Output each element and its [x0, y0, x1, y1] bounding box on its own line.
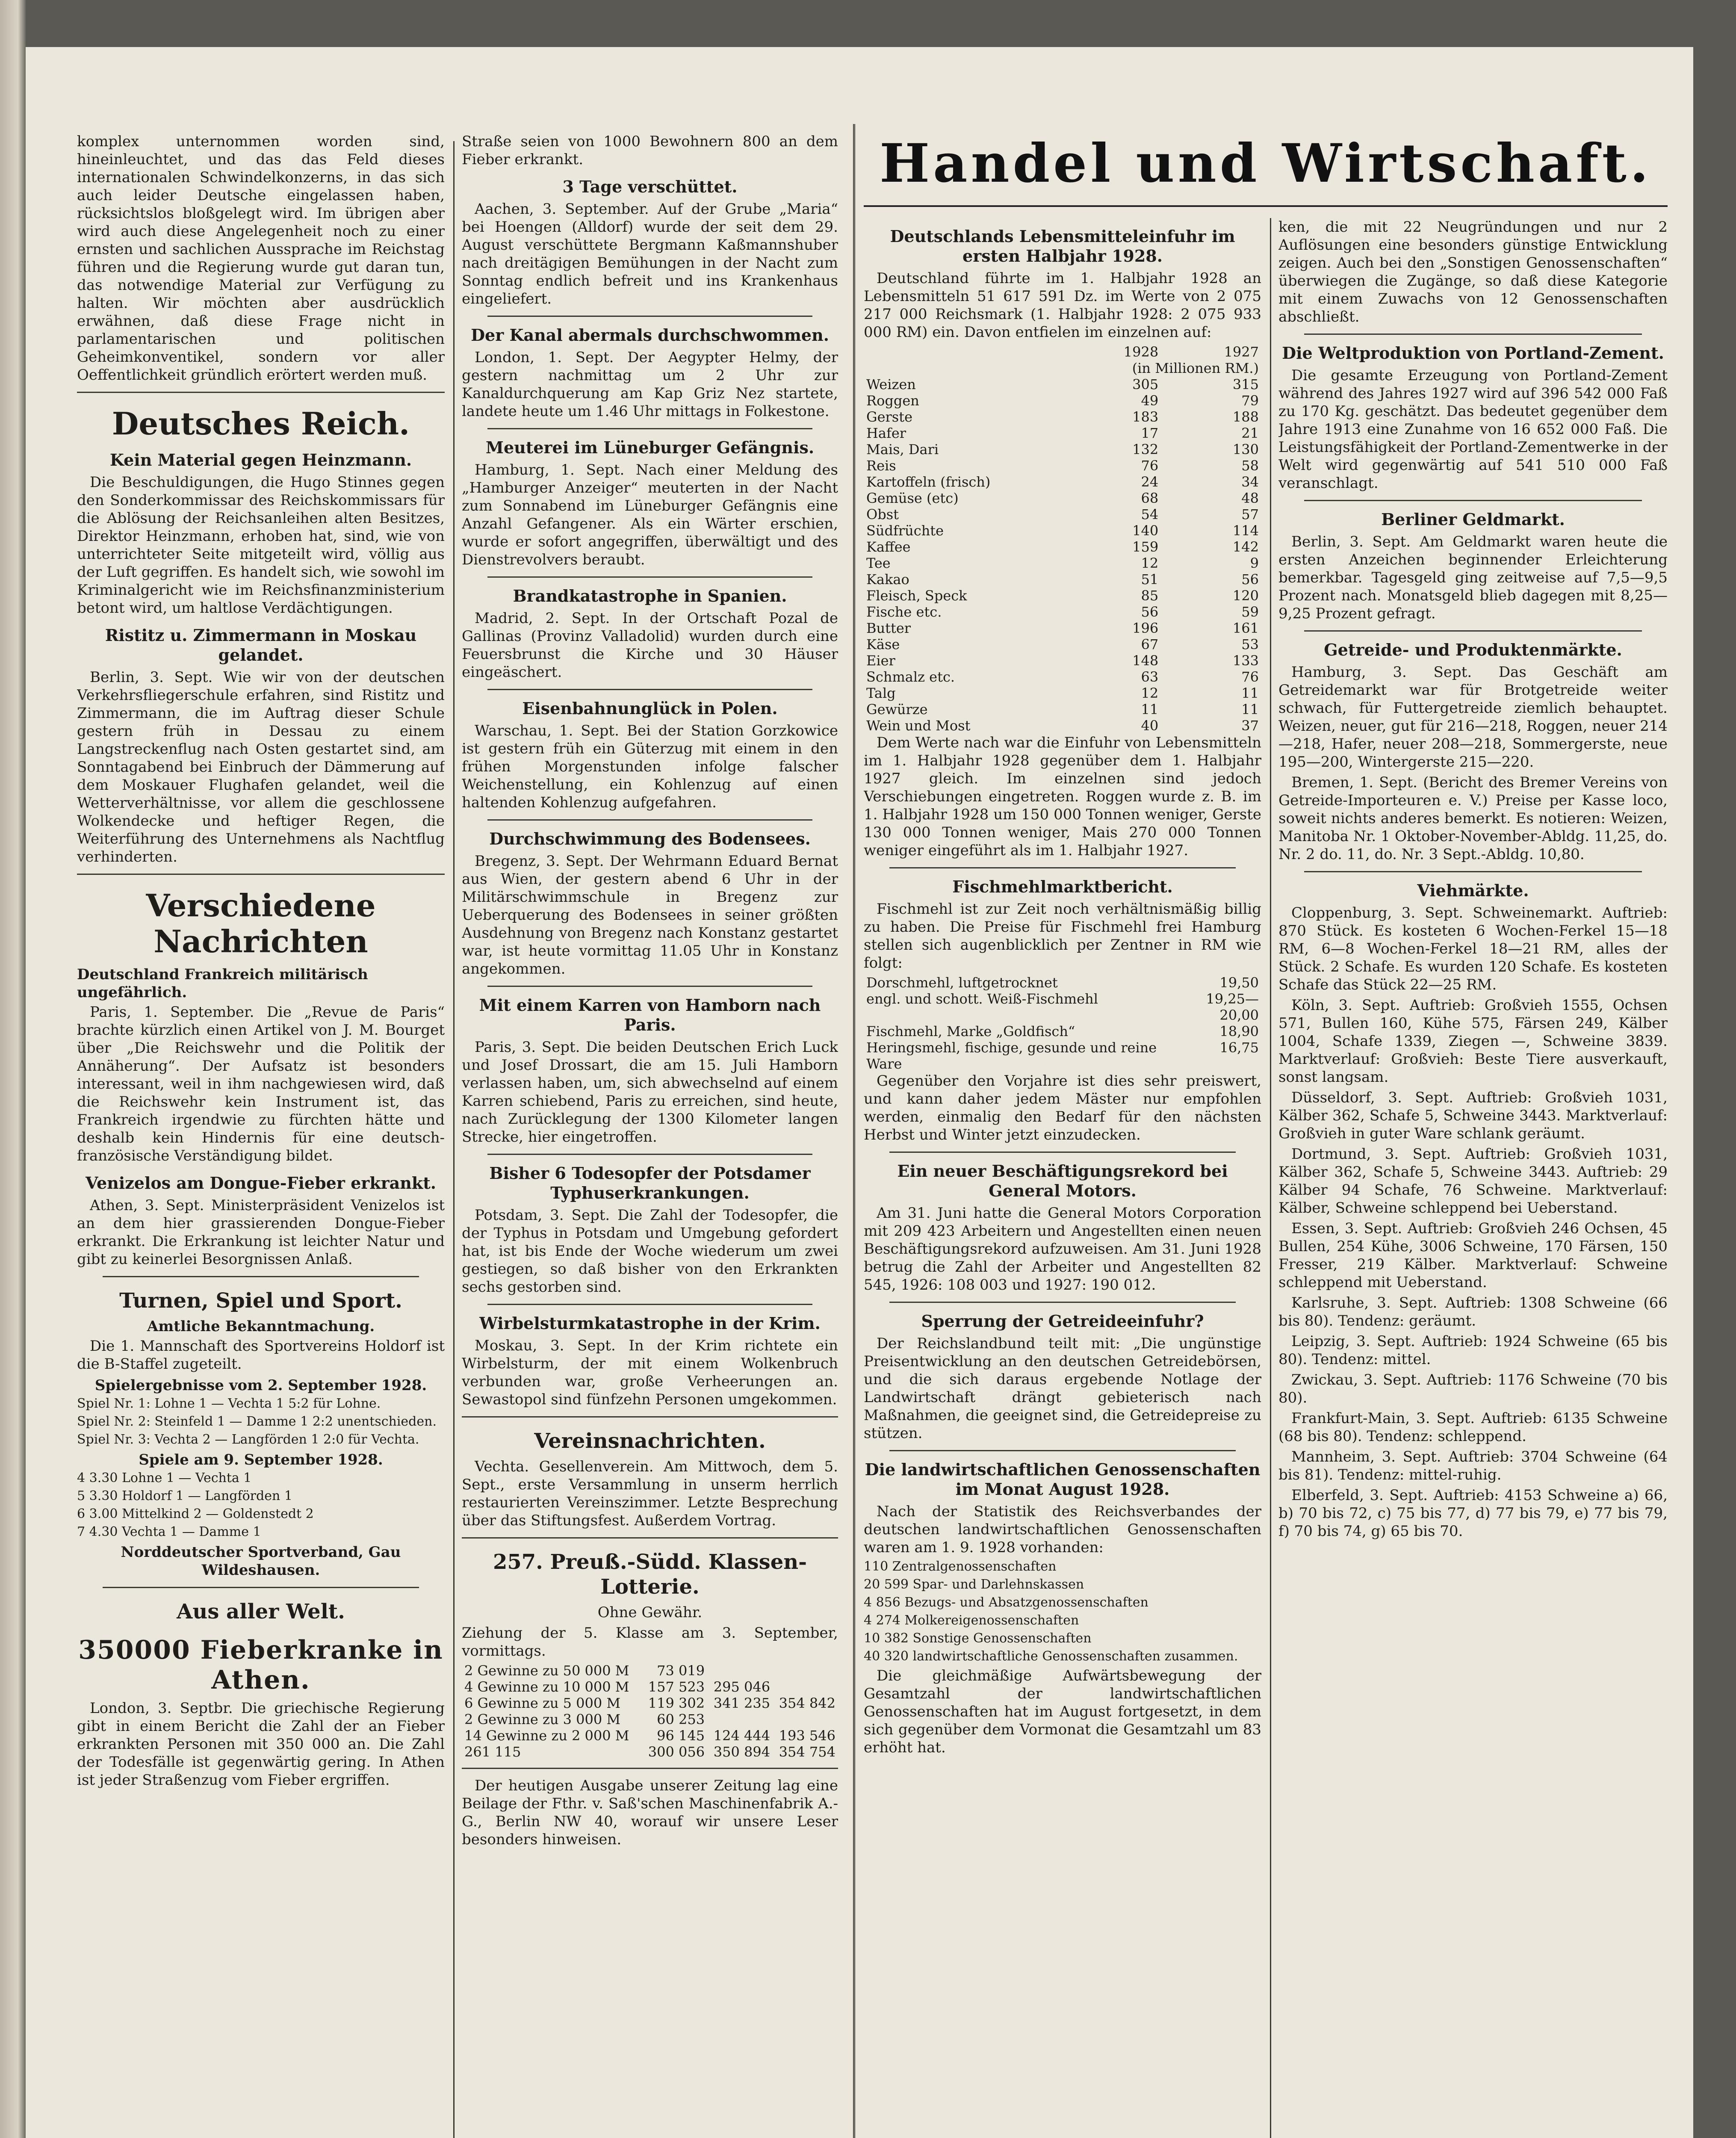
- divider: [1304, 500, 1642, 501]
- table-cell: Dorschmehl, luftgetrocknet: [866, 975, 1058, 991]
- table-cell: 315: [1232, 376, 1259, 393]
- section-title-sport: Turnen, Spiel und Sport.: [119, 1289, 402, 1313]
- divider: [462, 1537, 838, 1539]
- divider: [103, 1587, 419, 1588]
- list-item: 4 856 Bezugs- und Absatzgenossenschaften: [864, 1595, 1148, 1610]
- headline: Eisenbahnunglück in Polen.: [522, 699, 778, 718]
- table-cell: 63: [1141, 669, 1159, 685]
- table-header: 1927: [1224, 344, 1259, 360]
- article-body: Die gleichmäßige Aufwärtsbewegung der Gesamtzahl der landwirtschaftlichen Genossenschaften hat im August fortgesetzt, in dem sich gegenüber dem Vormonat die Gesamtzahl um 83 erhöht hat.: [864, 1667, 1261, 1756]
- headline: Die Weltproduktion von Portland-Zement.: [1282, 343, 1664, 363]
- headline: Meuterei im Lüneburger Gefängnis.: [485, 438, 815, 457]
- table-cell: 354 754: [779, 1744, 836, 1760]
- headline: Mit einem Karren von Hamborn nach Paris.: [479, 995, 821, 1034]
- table-cell: 34: [1241, 474, 1259, 490]
- newspaper-page: [26, 47, 1693, 2138]
- table-row: [864, 718, 1261, 734]
- table-row: [864, 701, 1261, 718]
- table-cell: 305: [1132, 376, 1159, 393]
- table-row: [864, 620, 1261, 636]
- market-report: Mannheim, 3. Sept. Auftrieb: 3704 Schweine (64 bis 81). Tendenz: mittel-ruhig.: [1278, 1448, 1668, 1483]
- article-body: Warschau, 1. Sept. Bei der Station Gorzkowice ist gestern früh ein Güterzug mit einem in den frühen Morgenstunden infolge falscher Weichenstellung, ein Kohlenzug auf einen haltenden Kohlenzug aufgefahren.: [462, 722, 838, 811]
- table-cell: 21: [1241, 425, 1259, 441]
- table-cell: Gerste: [866, 409, 913, 425]
- price-table: [864, 975, 1261, 1072]
- result-line: Spiel Nr. 1: Lohne 1 — Vechta 1 5:2 für Lohne.: [77, 1396, 381, 1411]
- table-cell: Fischmehl, Marke „Goldfisch“: [866, 1023, 1075, 1039]
- table-cell: Mais, Dari: [866, 441, 939, 458]
- article-body: Madrid, 2. Sept. In der Ortschaft Pozal de Gallinas (Provinz Valladolid) wurden durch eine Feuersbrunst die Kirche und 30 Häuser eingeäschert.: [462, 610, 838, 681]
- table-cell: 51: [1141, 571, 1159, 588]
- table-cell: 17: [1141, 425, 1159, 441]
- table-cell: 9: [1250, 555, 1259, 571]
- table-cell: Fische etc.: [866, 604, 942, 620]
- table-cell: 53: [1241, 636, 1259, 653]
- article-body: Moskau, 3. Sept. In der Krim richtete ein Wirbelsturm, der mit einem Wolkenbruch verbunden war, große Verheerungen an. Sewastopol sind fünfzehn Personen umgekommen.: [462, 1337, 838, 1408]
- table-cell: 56: [1141, 604, 1159, 620]
- table-cell: 12: [1141, 555, 1159, 571]
- table-cell: 142: [1232, 539, 1259, 555]
- market-report: Essen, 3. Sept. Auftrieb: Großvieh 246 Ochsen, 45 Bullen, 254 Kühe, 3006 Schweine, 170 Färsen, 150 Fresser, 219 Kälber. Marktverlauf: Schweine schleppend mit Ueberstand.: [1278, 1220, 1668, 1291]
- article-body: Vechta. Gesellenverein. Am Mittwoch, dem 5. Sept., erste Versammlung in unserm herrlich restaurierten Vereinszimmer. Letzte Besprechung über das Stiftungsfest. Außerdem Vortrag.: [462, 1458, 838, 1529]
- table-cell: 114: [1232, 523, 1259, 539]
- table-cell: Heringsmehl, fischige, gesunde und reine Ware: [866, 1039, 1157, 1072]
- table-cell: Butter: [866, 620, 911, 636]
- headline: Brandkatastrophe in Spanien.: [513, 586, 787, 605]
- table-row: [864, 506, 1261, 523]
- divider: [462, 1416, 838, 1417]
- article-body: Nach der Statistik des Reichsverbandes der deutschen landwirtschaftlichen Genossenschaften waren am 1. 9. 1928 vorhanden:: [864, 1503, 1261, 1556]
- table-cell: Hafer: [866, 425, 906, 441]
- table-cell: engl. und schott. Weiß-Fischmehl: [866, 991, 1098, 1007]
- lottery-subtitle: Ohne Gewähr.: [597, 1604, 703, 1621]
- table-cell: 16,75: [1219, 1039, 1259, 1056]
- schedule-line: 5 3.30 Holdorf 1 — Langförden 1: [77, 1488, 292, 1503]
- lottery-intro: Ziehung der 5. Klasse am 3. September, vormittags.: [462, 1624, 838, 1660]
- column-3: [864, 218, 1261, 1759]
- market-report: Elberfeld, 3. Sept. Auftrieb: 4153 Schweine a) 66, b) 70 bis 72, c) 75 bis 77, d) 77 bis 79, e) 77 bis 79, f) 70 bis 74, g) 65 bis 70.: [1278, 1487, 1668, 1540]
- table-cell: 60 253: [657, 1711, 705, 1728]
- table-row: [864, 991, 1261, 1023]
- table-cell: 130: [1232, 441, 1259, 458]
- table-cell: 354 842: [779, 1695, 836, 1711]
- table-cell: 350 894: [713, 1744, 771, 1760]
- divider: [889, 1152, 1236, 1153]
- divider: [462, 1768, 838, 1769]
- headline: Sperrung der Getreideeinfuhr?: [921, 1311, 1204, 1331]
- masthead-rule: [864, 205, 1668, 207]
- table-cell: Reis: [866, 458, 896, 474]
- table-cell: [773, 1711, 838, 1728]
- divider: [1304, 334, 1642, 335]
- table-cell: Kakao: [866, 571, 909, 588]
- table-cell: 59: [1241, 604, 1259, 620]
- table-cell: 159: [1132, 539, 1159, 555]
- table-row: [864, 588, 1261, 604]
- table-cell: Gewürze: [866, 701, 928, 718]
- table-row: [864, 523, 1261, 539]
- table-cell: Schmalz etc.: [866, 669, 955, 685]
- article-body: Paris, 3. Sept. Die beiden Deutschen Erich Luck und Josef Drossart, die am 15. Juli Hamborn verlassen haben, um, sich abwechselnd auf einem Karren schiebend, Paris zu erreichen, sind heute, nach Zurücklegung der 1300 Kilometer langen Strecke, hier eingetroffen.: [462, 1039, 838, 1146]
- article-body: Athen, 3. Sept. Ministerpräsident Venizelos ist an dem hier grassierenden Dongue-Fieber erkrankt. Die Erkrankung ist leichter Natur und gibt zu keinerlei Besorgnissen Anlaß.: [77, 1197, 445, 1268]
- table-cell: 68: [1141, 490, 1159, 506]
- column-4: [1278, 218, 1668, 1543]
- table-row: [864, 669, 1261, 685]
- divider: [487, 1304, 812, 1305]
- article-body: Dem Werte nach war die Einfuhr von Lebensmitteln im 1. Halbjahr 1928 gegenüber dem 1. Halbjahr 1927 gleich. Im einzelnen sind jedoch Verschiebungen eingetreten. Roggen wurde z. B. im 1. Halbjahr 1928 um 150 000 Tonnen weniger, Gerste 130 000 Tonnen weniger, Mais 270 000 Tonnen weniger eingeführt als im 1. Halbjahr 1927.: [864, 734, 1261, 859]
- section-title-verschiedene: Verschiedene Nachrichten: [146, 887, 376, 960]
- table-row: [864, 604, 1261, 620]
- table-row: [864, 393, 1261, 409]
- table-cell: 133: [1232, 653, 1259, 669]
- table-row: [462, 1744, 838, 1760]
- headline: Getreide- und Produktenmärkte.: [1324, 640, 1622, 659]
- table-row: [864, 555, 1261, 571]
- headline: 3 Tage verschüttet.: [562, 177, 738, 196]
- column-2: [462, 133, 838, 1851]
- market-report: Cloppenburg, 3. Sept. Schweinemarkt. Auftrieb: 870 Stück. Es kosteten 6 Wochen-Ferkel 15—18 RM, 6—8 Wochen-Ferkel 18—21 RM, alles der Stück. 2 Schafe. Es wurden 120 Schafe. Es kosteten Schafe das Stück 22—25 RM.: [1278, 904, 1668, 993]
- article-continuation: Straße seien von 1000 Bewohnern 800 an dem Fieber erkrankt.: [462, 133, 838, 168]
- table-cell: [773, 1663, 838, 1679]
- divider: [487, 689, 812, 690]
- table-cell: 4 Gewinne zu 10 000 M: [464, 1679, 629, 1695]
- table-cell: 96 145: [657, 1728, 705, 1744]
- table-row: [864, 458, 1261, 474]
- table-cell: 49: [1141, 393, 1159, 409]
- table-cell: Weizen: [866, 376, 916, 393]
- table-header-row: [864, 344, 1261, 360]
- divider: [1304, 630, 1642, 632]
- table-cell: 12: [1141, 685, 1159, 701]
- table-cell: Obst: [866, 506, 899, 523]
- result-line: Spiel Nr. 2: Steinfeld 1 — Damme 1 2:2 unentschieden.: [77, 1414, 437, 1429]
- column-rule: [1270, 218, 1271, 2138]
- table-cell: 19,50: [1219, 975, 1259, 991]
- headline: Bisher 6 Todesopfer der Potsdamer Typhuserkrankungen.: [489, 1163, 811, 1202]
- headline: Wirbelsturmkatastrophe in der Krim.: [479, 1314, 821, 1333]
- table-spacer: [864, 360, 1060, 376]
- table-row: [864, 376, 1261, 393]
- headline: Berliner Geldmarkt.: [1381, 510, 1565, 529]
- article-body: Gegenüber den Vorjahre ist dies sehr preiswert, und kann daher jedem Mäster nur empfohlen werden, einmalig den Bedarf für den nächsten Herbst und Winter jetzt einzudecken.: [864, 1072, 1261, 1143]
- table-cell: 76: [1241, 669, 1259, 685]
- market-report: Leipzig, 3. Sept. Auftrieb: 1924 Schweine (65 bis 80). Tendenz: mittel.: [1278, 1333, 1668, 1368]
- article-body: Paris, 1. September. Die „Revue de Paris“ brachte kürzlich einen Artikel von J. M. Bourget über „Die Reichswehr und die Politik der Annäherung“. Der Aufsatz ist besonders interessant, weil in ihm nachgewiesen wird, daß die Reichswehr kein Instrument ist, das Frankreich irgendwie zu fürchten hätte und deshalb kein Hindernis für eine deutsch-französische Verständigung bildet.: [77, 1004, 445, 1164]
- lottery-title: 257. Preuß.-Südd. Klassen-Lotterie.: [493, 1550, 807, 1599]
- market-report: Frankfurt-Main, 3. Sept. Auftrieb: 6135 Schweine (68 bis 80). Tendenz: schleppend.: [1278, 1410, 1668, 1445]
- subheadline: Spielergebnisse vom 2. September 1928.: [94, 1377, 427, 1394]
- headline: Durchschwimmung des Bodensees.: [489, 829, 811, 848]
- divider: [889, 1450, 1236, 1451]
- headline: Viehmärkte.: [1417, 881, 1529, 900]
- headline-big: 350000 Fieberkranke in Athen.: [78, 1635, 443, 1695]
- table-row: [462, 1711, 838, 1728]
- table-unit: (in Millionen RM.): [1132, 360, 1259, 376]
- table-cell: 132: [1132, 441, 1159, 458]
- article-body: Am 31. Juni hatte die General Motors Corporation mit 209 423 Arbeitern und Angestellten einen neuen Beschäftigungsrekord aufzuweisen. Am 31. Juni 1928 betrug die Zahl der Arbeiter und Angestellten 82 545, 1926: 108 003 und 1927: 190 012.: [864, 1205, 1261, 1293]
- divider: [1304, 871, 1642, 872]
- table-cell: [773, 1679, 838, 1695]
- table-row: [462, 1695, 838, 1711]
- table-cell: Eier: [866, 653, 895, 669]
- table-cell: 124 444: [713, 1728, 771, 1744]
- column-1: [77, 133, 445, 1792]
- divider: [77, 874, 445, 875]
- table-cell: 341 235: [713, 1695, 771, 1711]
- headline: Deutschlands Lebensmitteleinfuhr im ersten Halbjahr 1928.: [890, 227, 1235, 266]
- table-row: [864, 474, 1261, 490]
- table-cell: 58: [1241, 458, 1259, 474]
- table-cell: 140: [1132, 523, 1159, 539]
- table-row: [462, 1679, 838, 1695]
- table-cell: 18,90: [1219, 1023, 1259, 1039]
- divider: [487, 316, 812, 317]
- list-item: 40 320 landwirtschaftliche Genossenschaften zusammen.: [864, 1649, 1238, 1664]
- article-body: Deutschland führte im 1. Halbjahr 1928 an Lebensmitteln 51 617 591 Dz. im Werte von 2 075 217 000 Reichsmark (1. Halbjahr 1928: 2 075 933 000 RM) ein. Davon entfielen im einzelnen auf:: [864, 270, 1261, 341]
- article-body: Potsdam, 3. Sept. Die Zahl der Todesopfer, die der Typhus in Potsdam und Umgebung gefordert hat, ist bis Ende der Woche wiederum um zwei gestiegen, so daß bisher von den Erkrankten sechs gestorben sind.: [462, 1207, 838, 1296]
- schedule-line: 7 4.30 Vechta 1 — Damme 1: [77, 1524, 261, 1539]
- table-cell: Käse: [866, 636, 900, 653]
- table-row: [864, 490, 1261, 506]
- table-cell: 37: [1241, 718, 1259, 734]
- table-row: [864, 685, 1261, 701]
- article-body: Die Beschuldigungen, die Hugo Stinnes gegen den Sonderkommissar des Reichskommissars für die Ablösung der Reichsanleihen alten Besitzes, Direktor Heinzmann, erhoben hat, sind, wie von unterrichteter Seite mitgeteilt wird, völlig aus der Luft gegriffen. Es handelt sich, wie sowohl im Kriminalgericht wie im Reichsfinanzministerium betont wird, um haltlose Verdächtigungen.: [77, 474, 445, 617]
- result-line: Spiel Nr. 3: Vechta 2 — Langförden 1 2:0 für Vechta.: [77, 1432, 419, 1447]
- divider: [889, 867, 1236, 868]
- column-rule-double: [853, 124, 855, 2138]
- article-body: Berlin, 3. Sept. Wie wir von der deutschen Verkehrsfliegerschule erfahren, sind Ristitz und Zimmermann, die im Auftrag dieser Schule gestern früh in Dessau zu einem Langstreckenflug nach Osten gestartet sind, am Sonntagabend bei Einbruch der Dämmerung auf dem Moskauer Flughafen gelandet, weil die Wetterverhältnisse, vor allem die geschlossene Wolkendecke und heftiger Regen, die Weiterführung des Unternehmens als Nachtflug verhinderten.: [77, 669, 445, 865]
- table-cell: 11: [1141, 701, 1159, 718]
- table-cell: [707, 1711, 773, 1728]
- table-cell: 11: [1241, 685, 1259, 701]
- table-row: [864, 975, 1261, 991]
- list-item: 4 274 Molkereigenossenschaften: [864, 1613, 1079, 1628]
- market-report: Karlsruhe, 3. Sept. Auftrieb: 1308 Schweine (66 bis 80). Tendenz: geräumt.: [1278, 1294, 1668, 1329]
- table-cell: 2 Gewinne zu 3 000 M: [464, 1711, 621, 1728]
- table-cell: 300 056: [648, 1744, 705, 1760]
- table-row: [864, 1023, 1261, 1039]
- table-cell: 148: [1132, 653, 1159, 669]
- table-cell: 73 019: [657, 1663, 705, 1679]
- divider: [103, 1276, 419, 1277]
- adjacent-page-edge: [0, 0, 26, 2138]
- table-row: [864, 425, 1261, 441]
- table-cell: 76: [1141, 458, 1159, 474]
- article-body: Die 1. Mannschaft des Sportvereins Holdorf ist die B-Staffel zugeteilt.: [77, 1338, 445, 1373]
- headline: Venizelos am Dongue-Fieber erkrankt.: [85, 1173, 437, 1193]
- article-body: Bremen, 1. Sept. (Bericht des Bremer Vereins von Getreide-Importeuren e. V.) Preise per Kasse loco, soweit nichts anderes bemerkt. Es notieren: Weizen, Manitoba Nr. 1 Oktober-November-Abldg. 11,25, do. Nr. 2 do. 11, do. Nr. 3 Sept.-Abldg. 10,80.: [1278, 774, 1668, 863]
- article-body: Der Reichslandbund teilt mit: „Die ungünstige Preisentwicklung an den deutschen Getreidebörsen, und die sich daraus ergebende Notlage der Landwirtschaft drängt gebieterisch nach Maßnahmen, die geeignet sind, die Getreidepreise zu stützen.: [864, 1335, 1261, 1442]
- headline: Deutschland Frankreich militärisch ungefährlich.: [77, 966, 368, 1001]
- table-cell: 196: [1132, 620, 1159, 636]
- subheadline: Amtliche Bekanntmachung.: [147, 1318, 375, 1335]
- table-cell: Tee: [866, 555, 891, 571]
- table-row: [864, 571, 1261, 588]
- table-cell: 295 046: [713, 1679, 771, 1695]
- table-cell: Gemüse (etc): [866, 490, 959, 506]
- list-item: 110 Zentralgenossenschaften: [864, 1559, 1057, 1574]
- divider: [889, 1302, 1236, 1303]
- table-cell: 67: [1141, 636, 1159, 653]
- divider: [487, 819, 812, 821]
- table-cell: 2 Gewinne zu 50 000 M: [464, 1663, 629, 1679]
- table-cell: Roggen: [866, 393, 919, 409]
- section-masthead: Handel und Wirtschaft.: [879, 133, 1652, 195]
- article-body: Die gesamte Erzeugung von Portland-Zement während des Jahres 1927 wird auf 396 542 000 Faß zu 170 Kg. geschätzt. Das bedeutet gegenüber dem Jahre 1913 eine Zunahme von 16 652 000 Faß. Die Leistungsfähigkeit der Portland-Zementwerke in der Welt wird gegenwärtig auf 541 510 000 Faß veranschlagt.: [1278, 367, 1668, 492]
- table-cell: 19,25—20,00: [1206, 991, 1259, 1023]
- table-cell: 261 115: [464, 1744, 521, 1760]
- table-row: [864, 636, 1261, 653]
- lottery-table: [462, 1663, 838, 1760]
- article-body: Hamburg, 1. Sept. Nach einer Meldung des „Hamburger Anzeiger“ meuterten in der Nacht zum Sonnabend im Lüneburger Gefängnis eine Anzahl Gefangener. Als ein Wärter erschien, wurde er sofort angegriffen, überwältigt und des Dienstrevolvers beraubt.: [462, 461, 838, 568]
- table-cell: 57: [1241, 506, 1259, 523]
- table-cell: 161: [1232, 620, 1259, 636]
- table-row: [864, 1039, 1261, 1072]
- article-continuation: komplex unternommen worden sind, hineinleuchtet, und das das Feld dieses internationalen Schwindelkonzerns, in das sich auch leider Deutsche eingelassen haben, rücksichtslos bloßgelegt wird. Im übrigen aber wird auch diese Angelegenheit noch zu einer ernsten und sachlichen Aussprache im Reichstag führen und die Regierung wurde gut daran tun, das notwendige Material zur Verfügung zu halten. Wir möchten aber ausdrücklich erwähnen, daß diese Frage nicht in parlamentarischen und politischen Geheimkonventikel, sondern vor aller Oeffentlichkeit gründlich erörtert werden muß.: [77, 133, 445, 384]
- table-cell: Kartoffeln (frisch): [866, 474, 991, 490]
- table-cell: 56: [1241, 571, 1259, 588]
- table-header: [864, 344, 1060, 360]
- table-cell: 24: [1141, 474, 1159, 490]
- article-body: Berlin, 3. Sept. Am Geldmarkt waren heute die ersten Anzeichen beginnender Erleichterung bemerkbar. Tagesgeld ging zeitweise auf 7,5—9,5 Prozent nach. Monatsgeld blieb dagegen mit 8,25—9,25 Prozent gefragt.: [1278, 533, 1668, 622]
- market-report: Dortmund, 3. Sept. Auftrieb: Großvieh 1031, Kälber 362, Schafe 5, Schweine 3443. Auftrieb: 29 Kälber 94 Schafe, 76 Schweine. Marktverlauf: Kälber, Schweine schleppend bei Ueberstand.: [1278, 1146, 1668, 1217]
- divider: [487, 986, 812, 987]
- table-cell: [707, 1663, 773, 1679]
- table-cell: 119 302: [648, 1695, 705, 1711]
- table-row: [864, 409, 1261, 425]
- section-title-aus-aller-welt: Aus aller Welt.: [177, 1600, 345, 1624]
- table-cell: 48: [1241, 490, 1259, 506]
- section-title-verein: Vereinsnachrichten.: [534, 1429, 766, 1453]
- table-row: [462, 1728, 838, 1744]
- table-cell: 183: [1132, 409, 1159, 425]
- sport-footer: Norddeutscher Sportverband, Gau Wildeshausen.: [121, 1544, 401, 1579]
- divider: [487, 1154, 812, 1155]
- article-body: Fischmehl ist zur Zeit noch verhältnismäßig billig zu haben. Die Preise für Fischmehl frei Hamburg stellen sich augenblicklich per Zentner in RM wie folgt:: [864, 901, 1261, 972]
- table-cell: Fleisch, Speck: [866, 588, 967, 604]
- table-cell: Kaffee: [866, 539, 911, 555]
- table-cell: Talg: [866, 685, 896, 701]
- table-row: [462, 1663, 838, 1679]
- schedule-line: 4 3.30 Lohne 1 — Vechta 1: [77, 1471, 252, 1485]
- table-cell: 79: [1241, 393, 1259, 409]
- market-report: Zwickau, 3. Sept. Auftrieb: 1176 Schweine (70 bis 80).: [1278, 1371, 1668, 1406]
- table-row: [864, 653, 1261, 669]
- article-body: London, 1. Sept. Der Aegypter Helmy, der gestern nachmittag um 2 Uhr zur Kanaldurchquerung am Kap Griz Nez startete, landete heute um 1.46 Uhr mittags in Folkestone.: [462, 349, 838, 420]
- table-cell: 54: [1141, 506, 1159, 523]
- table-cell: Südfrüchte: [866, 523, 944, 539]
- headline: Fischmehlmarktbericht.: [952, 877, 1173, 896]
- headline: Ristitz u. Zimmermann in Moskau gelandet.: [105, 626, 417, 664]
- headline: Der Kanal abermals durchschwommen.: [471, 325, 829, 345]
- article-continuation: ken, die mit 22 Neugründungen und nur 2 Auflösungen eine besonders günstige Entwicklung zeigen. Auch bei den „Sonstigen Genossenschaften“ überwiegen die Zugänge, so daß diese Kategorie mit einem Zuwachs von 12 Genossenschaften abschließt.: [1278, 219, 1668, 325]
- table-cell: 14 Gewinne zu 2 000 M: [464, 1728, 629, 1744]
- headline: Kein Material gegen Heinzmann.: [109, 450, 412, 470]
- list-item: 10 382 Sonstige Genossenschaften: [864, 1631, 1092, 1646]
- table-header: 1928: [1123, 344, 1159, 360]
- table-cell: 40: [1141, 718, 1159, 734]
- table-cell: 85: [1141, 588, 1159, 604]
- table-cell: 188: [1232, 409, 1259, 425]
- headline: Die landwirtschaftlichen Genossenschaften im Monat August 1928.: [865, 1460, 1261, 1499]
- section-title-deutsches-reich: Deutsches Reich.: [112, 405, 410, 442]
- table-cell: 11: [1241, 701, 1259, 718]
- market-report: Düsseldorf, 3. Sept. Auftrieb: Großvieh 1031, Kälber 362, Schafe 5, Schweine 3443. Marktverlauf: Großvieh in guter Ware schlank geräumt.: [1278, 1089, 1668, 1142]
- table-row: [864, 539, 1261, 555]
- table-cell: 193 546: [779, 1728, 836, 1744]
- article-body: Bregenz, 3. Sept. Der Wehrmann Eduard Bernat aus Wien, der gestern abend 6 Uhr in der Militärschwimmschule in Bregenz zur Ueberquerung des Bodensees in seiner größten Ausdehnung von Bregenz nach Konstanz gestartet war, ist heute vormittag 11.05 Uhr in Konstanz angekommen.: [462, 853, 838, 977]
- divider: [487, 428, 812, 429]
- table-cell: 6 Gewinne zu 5 000 M: [464, 1695, 621, 1711]
- table-cell: 157 523: [648, 1679, 705, 1695]
- table-row: [864, 441, 1261, 458]
- column-rule: [453, 141, 455, 2138]
- headline: Ein neuer Beschäftigungsrekord bei General Motors.: [897, 1161, 1228, 1200]
- table-cell: 120: [1232, 588, 1259, 604]
- article-body: Aachen, 3. September. Auf der Grube „Maria“ bei Hoengen (Alldorf) wurde der seit dem 29. August verschüttete Bergmann Kaßmannshuber nach dreitägigen Bemühungen in der Nacht zum Sonntag endlich befreit und ins Krankenhaus eingeliefert.: [462, 201, 838, 307]
- table-cell: Wein und Most: [866, 718, 971, 734]
- divider: [487, 576, 812, 578]
- market-report: Köln, 3. Sept. Auftrieb: Großvieh 1555, Ochsen 571, Bullen 160, Kühe 575, Färsen 249, Kälber 1004, Schafe 1339, Ziegen —, Schweine 3839. Marktverlauf: Großvieh: Beste Tiere ausverkauft, sonst langsam.: [1278, 997, 1668, 1086]
- subheadline: Spiele am 9. September 1928.: [139, 1451, 383, 1468]
- table-subheader-row: [864, 360, 1261, 376]
- article-body: London, 3. Septbr. Die griechische Regierung gibt in einem Bericht die Zahl der an Fieber erkrankten Personen mit 350 000 an. Die Zahl der Todesfälle ist gegenwärtig gering. In Athen ist jeder Straßenzug vom Fieber ergriffen.: [77, 1700, 445, 1789]
- list-item: 20 599 Spar- und Darlehnskassen: [864, 1577, 1084, 1592]
- supplement-notice: Der heutigen Ausgabe unserer Zeitung lag eine Beilage der Fthr. v. Saß'schen Maschinenfabrik A.-G., Berlin NW 40, worauf wir unsere Leser besonders hinweisen.: [462, 1777, 838, 1848]
- article-body: Hamburg, 3. Sept. Das Geschäft am Getreidemarkt war für Brotgetreide weiter schwach, für Futtergetreide ziemlich behauptet. Weizen, neuer, gut für 216—218, Roggen, neuer 214—218, Hafer, neuer 208—218, Sommergerste, neue 195—200, Wintergerste 215—220.: [1278, 664, 1668, 771]
- cooperative-list: [864, 1559, 1261, 1664]
- divider: [77, 392, 445, 393]
- import-table: [864, 344, 1261, 734]
- schedule-line: 6 3.00 Mittelkind 2 — Goldenstedt 2: [77, 1506, 314, 1521]
